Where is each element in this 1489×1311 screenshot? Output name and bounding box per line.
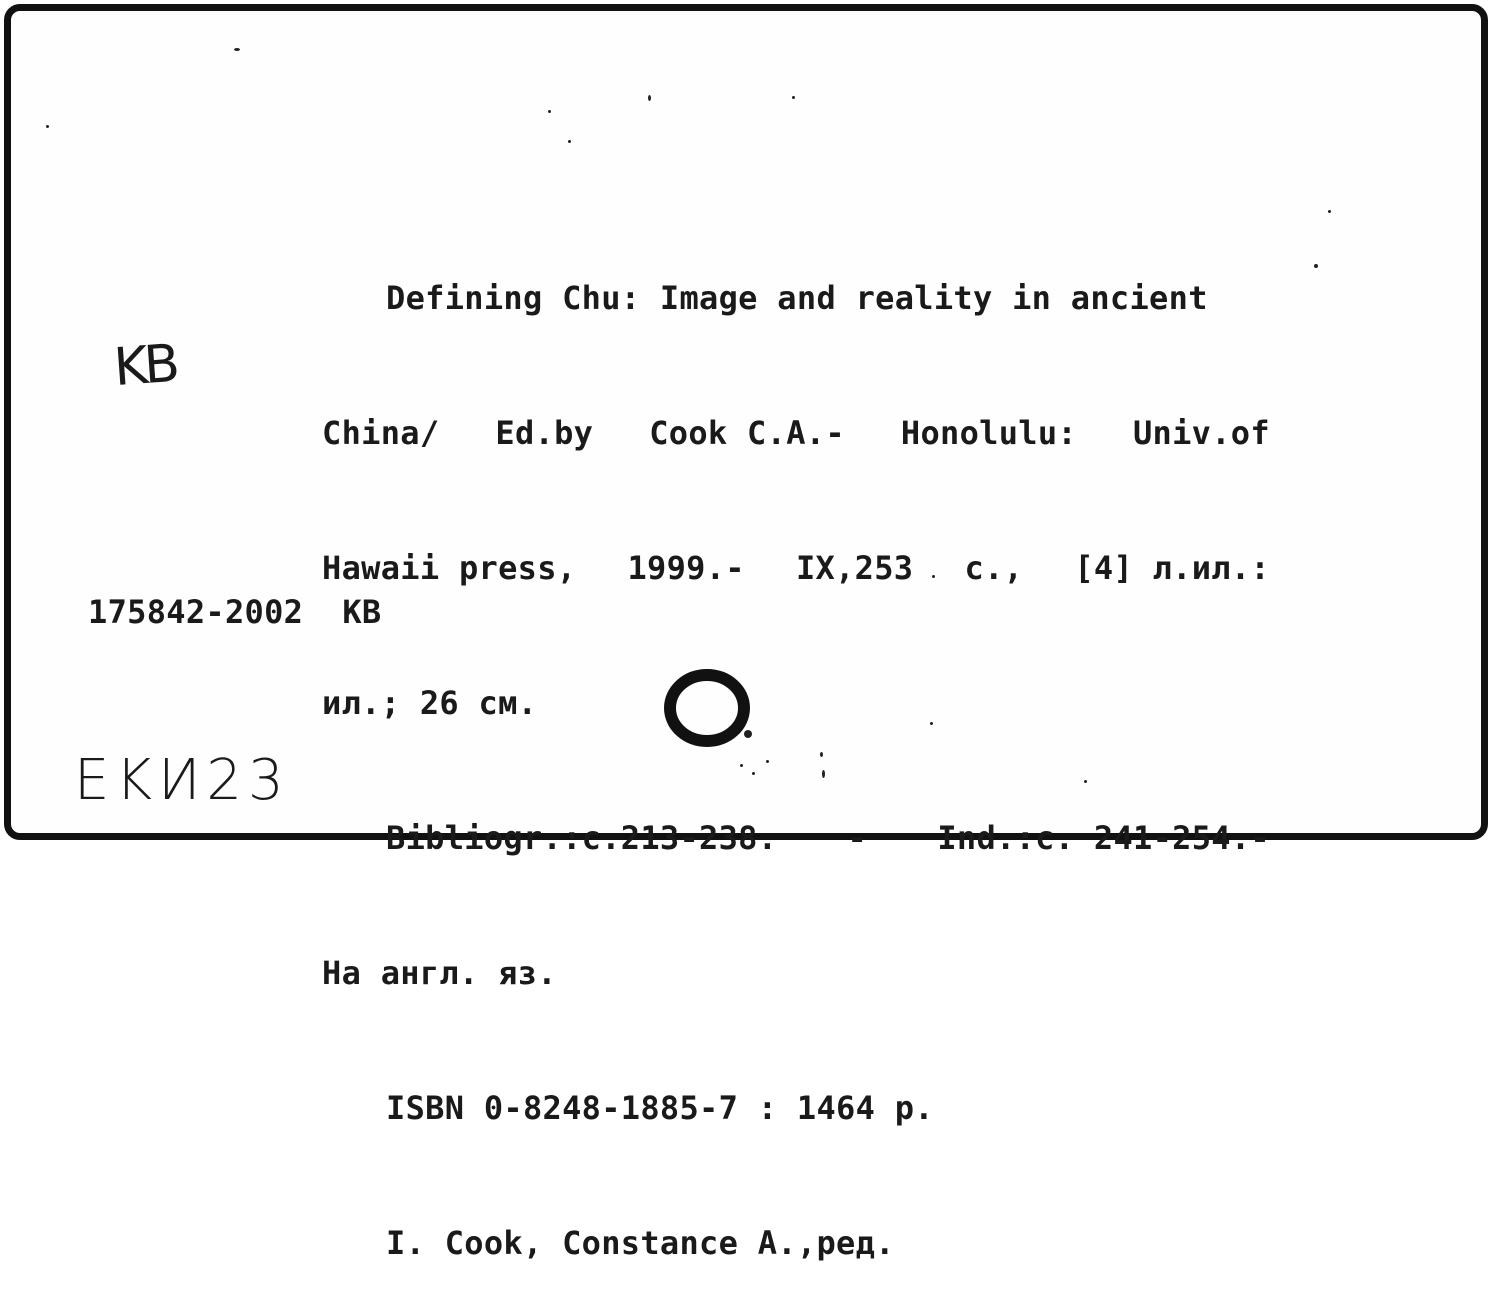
- speck: [46, 125, 49, 128]
- handwritten-bottom-mark: EKИ23: [74, 748, 290, 813]
- speck: [740, 764, 743, 767]
- speck: [1084, 780, 1087, 783]
- notes-part: Ind.:c. 241-254.-: [937, 819, 1270, 857]
- line2-part: Honolulu:: [900, 414, 1077, 452]
- notes-part: Bibliogr.:c.213-238.: [386, 819, 778, 857]
- accession-number: 175842-2002 KB: [88, 593, 382, 631]
- line3-part: 1999.-: [627, 549, 745, 587]
- speck: [648, 95, 651, 101]
- handwritten-margin-mark: KB: [111, 333, 178, 399]
- line3-part: IX,253: [795, 549, 914, 587]
- speck: [932, 575, 935, 578]
- speck: [820, 752, 823, 757]
- speck: [568, 140, 571, 143]
- notes-part: -: [847, 819, 868, 857]
- speck: [822, 770, 825, 778]
- publication-line: [322, 411, 1270, 456]
- speck: [1328, 210, 1331, 213]
- speck: [548, 110, 551, 113]
- title-line: Defining Chu: Image and reality in ancient: [386, 279, 1208, 317]
- speck: [792, 96, 795, 99]
- language-note: На англ. яз.: [322, 954, 557, 992]
- physical-description: ил.; 26 см.: [322, 684, 538, 722]
- bibliographic-entry: [322, 186, 1270, 1311]
- speck: [930, 722, 933, 725]
- line3-part: Hawaii press,: [322, 549, 577, 587]
- speck: [1314, 264, 1318, 268]
- speck: [234, 48, 240, 51]
- line2-part: China/: [322, 414, 440, 452]
- imprint-line: [322, 546, 1270, 591]
- notes-line: [322, 816, 1270, 861]
- speck: [752, 772, 755, 775]
- editor-line: I. Cook, Constance A.,ред.: [386, 1224, 895, 1262]
- line2-part: Cook C.A.-: [649, 414, 845, 452]
- isbn-line: ISBN 0-8248-1885-7 : 1464 р.: [386, 1089, 934, 1127]
- punch-hole: [664, 668, 774, 758]
- line3-part: c.,: [964, 549, 1024, 587]
- line3-part: [4] л.ил.:: [1074, 549, 1270, 587]
- line2-part: Ed.by: [495, 414, 594, 452]
- speck: [766, 760, 769, 763]
- line2-part: Univ.of: [1132, 414, 1270, 452]
